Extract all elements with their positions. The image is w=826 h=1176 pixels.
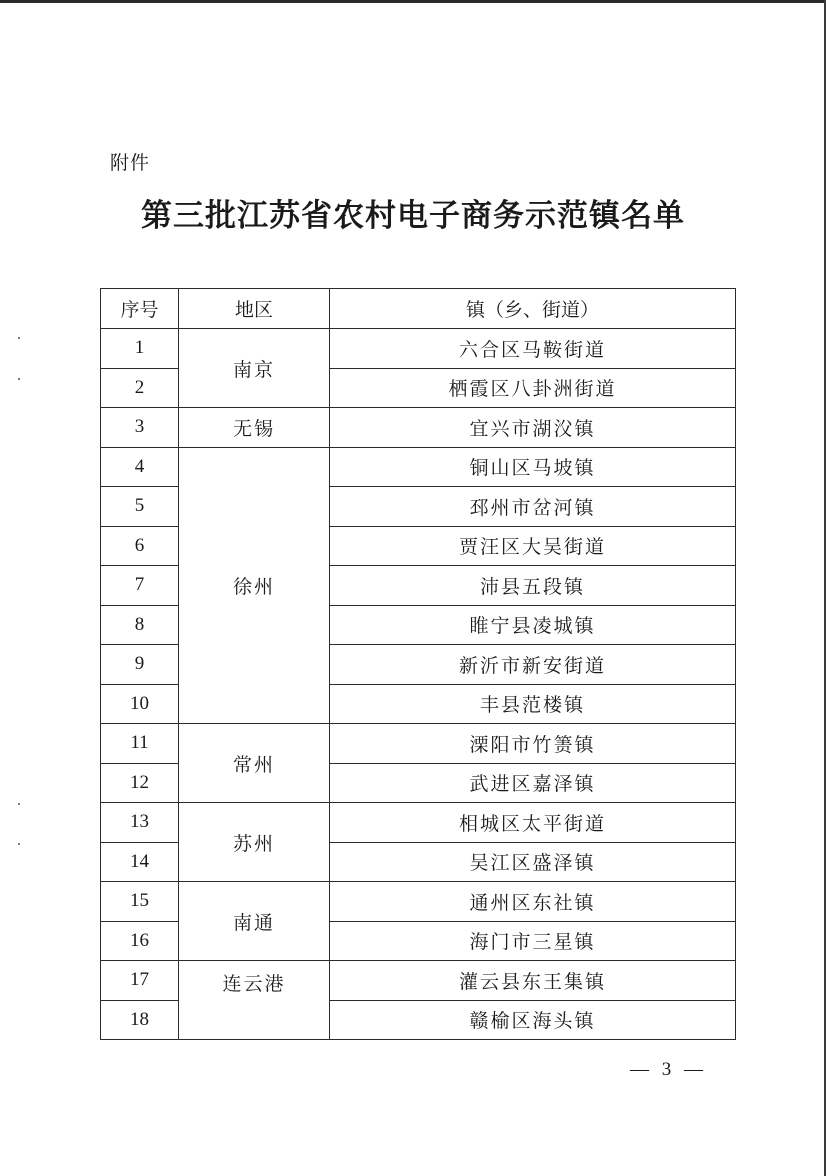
town-cell: 沛县五段镇 xyxy=(330,566,736,606)
row-number: 5 xyxy=(101,487,179,527)
row-number: 1 xyxy=(101,329,179,369)
scan-speck xyxy=(18,337,20,339)
header-town: 镇（乡、街道） xyxy=(330,289,736,329)
region-cell: 南通 xyxy=(179,882,330,961)
table-row xyxy=(101,882,736,922)
table-row xyxy=(101,803,736,843)
town-cell: 相城区太平街道 xyxy=(330,803,736,843)
scan-speck xyxy=(18,843,20,845)
scan-edge-top xyxy=(0,0,826,3)
table-row xyxy=(101,724,736,764)
row-number: 3 xyxy=(101,408,179,448)
town-list-table xyxy=(100,288,736,1040)
town-cell: 灌云县东王集镇 xyxy=(330,961,736,1001)
row-number: 8 xyxy=(101,605,179,645)
table-row xyxy=(101,329,736,369)
region-cell: 南京 xyxy=(179,329,330,408)
town-cell: 赣榆区海头镇 xyxy=(330,1000,736,1040)
table-row xyxy=(101,447,736,487)
town-cell: 贾汪区大吴街道 xyxy=(330,526,736,566)
region-cell: 连云港 xyxy=(179,961,330,1040)
scan-speck xyxy=(18,803,20,805)
row-number: 14 xyxy=(101,842,179,882)
table-row xyxy=(101,961,736,1001)
town-cell: 新沂市新安街道 xyxy=(330,645,736,685)
row-number: 11 xyxy=(101,724,179,764)
row-number: 17 xyxy=(101,961,179,1001)
region-cell: 无锡 xyxy=(179,408,330,448)
row-number: 2 xyxy=(101,368,179,408)
town-cell: 栖霞区八卦洲街道 xyxy=(330,368,736,408)
town-cell: 武进区嘉泽镇 xyxy=(330,763,736,803)
town-cell: 海门市三星镇 xyxy=(330,921,736,961)
region-cell: 苏州 xyxy=(179,803,330,882)
town-cell: 溧阳市竹箦镇 xyxy=(330,724,736,764)
row-number: 10 xyxy=(101,684,179,724)
town-cell: 六合区马鞍街道 xyxy=(330,329,736,369)
row-number: 13 xyxy=(101,803,179,843)
table-header-row xyxy=(101,289,736,329)
town-cell: 丰县范楼镇 xyxy=(330,684,736,724)
town-cell: 吴江区盛泽镇 xyxy=(330,842,736,882)
attachment-label: 附件 xyxy=(110,152,151,174)
region-cell: 徐州 xyxy=(179,447,330,724)
row-number: 15 xyxy=(101,882,179,922)
scan-speck xyxy=(18,378,20,380)
region-cell: 常州 xyxy=(179,724,330,803)
town-cell: 睢宁县凌城镇 xyxy=(330,605,736,645)
row-number: 6 xyxy=(101,526,179,566)
row-number: 16 xyxy=(101,921,179,961)
row-number: 7 xyxy=(101,566,179,606)
town-cell: 邳州市岔河镇 xyxy=(330,487,736,527)
table-row xyxy=(101,408,736,448)
row-number: 18 xyxy=(101,1000,179,1040)
town-cell: 铜山区马坡镇 xyxy=(330,447,736,487)
town-cell: 宜兴市湖㳇镇 xyxy=(330,408,736,448)
document-title: 第三批江苏省农村电子商务示范镇名单 xyxy=(141,198,685,234)
town-cell: 通州区东社镇 xyxy=(330,882,736,922)
header-region: 地区 xyxy=(179,289,330,329)
header-serial: 序号 xyxy=(101,289,179,329)
row-number: 4 xyxy=(101,447,179,487)
row-number: 12 xyxy=(101,763,179,803)
row-number: 9 xyxy=(101,645,179,685)
page-number: — 3 — xyxy=(630,1059,707,1080)
